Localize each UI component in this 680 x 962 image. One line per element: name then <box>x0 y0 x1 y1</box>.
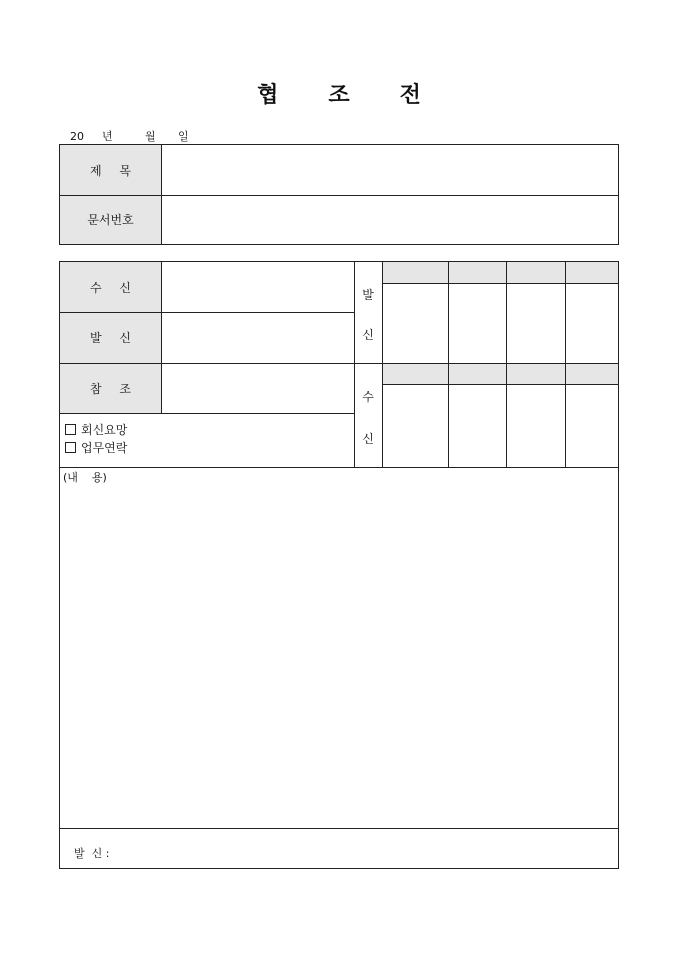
checkbox-reply-request[interactable] <box>65 422 127 438</box>
approval-col-3 <box>565 262 566 467</box>
content-area[interactable] <box>60 484 618 828</box>
doc-number-label: 문서번호 <box>60 195 161 244</box>
main-table <box>59 261 619 869</box>
title-char-1: 협 <box>257 82 281 108</box>
approval-send-header-line <box>382 283 618 284</box>
content-top-line <box>60 467 618 468</box>
approval-send-header <box>383 262 618 283</box>
approval-recv-label-top: 수 <box>362 390 374 404</box>
approval-send-label-bottom: 신 <box>362 328 374 342</box>
approval-recv-header-line <box>382 384 618 385</box>
sender-field[interactable] <box>161 312 354 363</box>
date-day: 일 <box>178 130 189 143</box>
sender-label: 발 신 <box>60 312 161 363</box>
reference-label: 참 조 <box>60 363 161 413</box>
checkbox-reply-label: 회신요망 <box>81 423 128 437</box>
checkbox-business-label: 업무연락 <box>81 441 128 455</box>
row-divider-1 <box>60 312 354 313</box>
subject-field[interactable] <box>161 145 619 195</box>
header-table <box>59 144 619 245</box>
checkbox-icon <box>65 442 76 453</box>
approval-recv-label-bottom: 신 <box>362 432 374 446</box>
checkbox-business-contact[interactable] <box>65 440 127 456</box>
row-divider-2 <box>60 363 354 364</box>
checkbox-icon <box>65 424 76 435</box>
receiver-label: 수 신 <box>60 262 161 312</box>
date-prefix: 20 <box>70 130 84 143</box>
footer-sender-label: 발 신 : <box>74 847 110 860</box>
doc-number-field[interactable] <box>161 195 619 244</box>
header-divider-h <box>60 195 618 196</box>
approval-col-1 <box>448 262 449 467</box>
approval-mid-line <box>354 363 618 364</box>
label-divider-v <box>161 262 162 413</box>
receiver-field[interactable] <box>161 262 354 312</box>
date-month: 월 <box>145 130 156 143</box>
subject-label: 제 목 <box>60 145 161 195</box>
title-char-2: 조 <box>328 82 352 108</box>
date-year: 년 <box>102 130 113 143</box>
title-char-3: 전 <box>399 82 423 108</box>
approval-recv-header <box>383 364 618 384</box>
row-divider-3 <box>60 413 354 414</box>
footer-top-line <box>60 828 618 829</box>
reference-field[interactable] <box>161 363 354 413</box>
approval-send-label-top: 발 <box>362 288 374 302</box>
content-label: (내 용) <box>63 471 107 484</box>
approval-col-2 <box>506 262 507 467</box>
document-title <box>0 78 680 109</box>
